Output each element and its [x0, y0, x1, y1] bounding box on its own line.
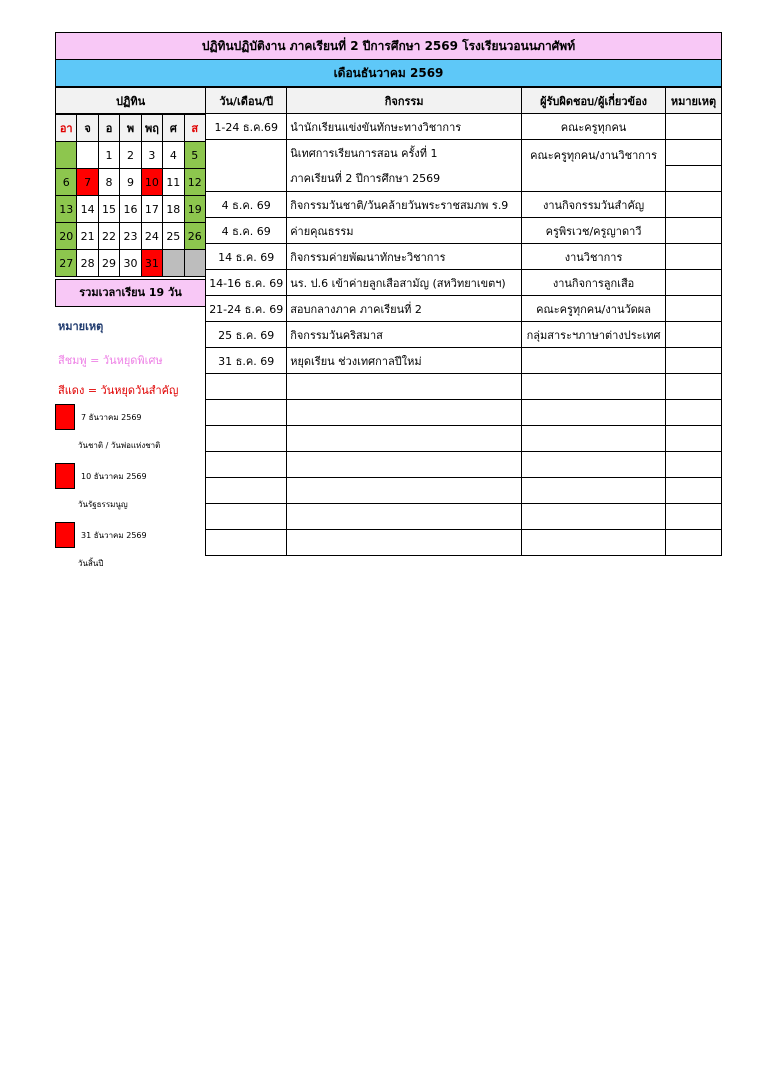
- activity-cell: สอบกลางภาค ภาคเรียนที่ 2: [287, 296, 522, 322]
- day-cell: 2: [120, 142, 141, 169]
- day-cell: 16: [120, 196, 141, 223]
- day-cell: 1: [98, 142, 119, 169]
- day-cell: 8: [98, 169, 119, 196]
- month-title: เดือนธันวาคม 2569: [55, 60, 722, 87]
- day-cell: 4: [163, 142, 184, 169]
- legend-red: สีแดง = วันหยุดวันสำคัญ: [58, 384, 179, 397]
- day-cell: 18: [163, 196, 184, 223]
- note-cell: [666, 218, 722, 244]
- legend-title: หมายเหตุ: [58, 320, 104, 333]
- date-cell: 25 ธ.ค. 69: [206, 322, 287, 348]
- responsible-cell: คณะครูทุกคน: [522, 114, 666, 140]
- date-cell: 4 ธ.ค. 69: [206, 192, 287, 218]
- day-cell: 23: [120, 223, 141, 250]
- activity-cell: ภาคเรียนที่ 2 ปีการศึกษา 2569: [287, 166, 522, 192]
- day-cell-empty: [163, 250, 184, 277]
- day-cell: 29: [98, 250, 119, 277]
- day-cell: [56, 142, 77, 169]
- activity-cell: หยุดเรียน ช่วงเทศกาลปีใหม่: [287, 348, 522, 374]
- note-cell: [666, 270, 722, 296]
- day-cell: 14: [77, 196, 98, 223]
- page-title: ปฏิทินปฏิบัติงาน ภาคเรียนที่ 2 ปีการศึกษา 2569 โรงเรียนวอนนภาศัพท์: [55, 32, 722, 60]
- day-cell: 30: [120, 250, 141, 277]
- day-cell: 6: [56, 169, 77, 196]
- date-cell: 4 ธ.ค. 69: [206, 218, 287, 244]
- day-cell: 11: [163, 169, 184, 196]
- activity-cell: กิจกรรมวันชาติ/วันคล้ายวันพระราชสมภพ ร.9: [287, 192, 522, 218]
- day-cell: 3: [141, 142, 162, 169]
- responsible-cell: งานกิจการลูกเสือ: [522, 270, 666, 296]
- weekday-cell: พฤ: [141, 115, 162, 142]
- legend: [55, 312, 205, 576]
- responsible-cell: กลุ่มสาระฯภาษาต่างประเทศ: [522, 322, 666, 348]
- note-cell: [666, 192, 722, 218]
- date-cell: 31 ธ.ค. 69: [206, 348, 287, 374]
- red-square-icon: [55, 463, 75, 489]
- day-cell-holiday: 7: [77, 169, 98, 196]
- day-cell: 9: [120, 169, 141, 196]
- day-cell-holiday: 31: [141, 250, 162, 277]
- note-cell: [666, 348, 722, 374]
- day-cell: [77, 142, 98, 169]
- holiday-date: 10 ธันวาคม 2569: [81, 472, 147, 481]
- note-cell: [666, 140, 722, 166]
- day-cell-holiday: 10: [141, 169, 162, 196]
- header-responsible: ผู้รับผิดชอบ/ผู้เกี่ยวข้อง: [522, 88, 666, 114]
- red-square-icon: [55, 522, 75, 548]
- day-cell: 12: [184, 169, 205, 196]
- week-row: [56, 196, 206, 223]
- responsible-cell: งานกิจกรรมวันสำคัญ: [522, 192, 666, 218]
- day-cell: 25: [163, 223, 184, 250]
- holiday-item: [55, 463, 205, 517]
- activity-cell: กิจกรรมวันคริสมาส: [287, 322, 522, 348]
- date-cell: 1-24 ธ.ค.69: [206, 114, 287, 140]
- day-cell: 15: [98, 196, 119, 223]
- weekday-cell: ส: [184, 115, 205, 142]
- study-days-summary: รวมเวลาเรียน 19 วัน: [55, 279, 206, 307]
- weekday-cell: จ: [77, 115, 98, 142]
- day-cell: 19: [184, 196, 205, 223]
- day-cell: 13: [56, 196, 77, 223]
- weekday-row: [56, 115, 206, 142]
- weekday-cell: อ: [98, 115, 119, 142]
- week-row: [56, 223, 206, 250]
- activity-cell: นร. ป.6 เข้าค่ายลูกเสือสามัญ (สหวิทยาเขตฯ): [287, 270, 522, 296]
- note-cell: [666, 322, 722, 348]
- holiday-name: วันชาติ / วันพ่อแห่งชาติ: [78, 441, 161, 450]
- note-cell: [666, 166, 722, 192]
- activity-cell: ค่ายคุณธรรม: [287, 218, 522, 244]
- responsible-cell: งานวิชาการ: [522, 244, 666, 270]
- week-row: [56, 169, 206, 196]
- weekday-cell: ศ: [163, 115, 184, 142]
- weekday-cell: พ: [120, 115, 141, 142]
- activity-cell: นำนักเรียนแข่งขันทักษะทางวิชาการ: [287, 114, 522, 140]
- date-cell: [206, 140, 287, 192]
- holiday-date: 7 ธันวาคม 2569: [81, 413, 142, 422]
- day-cell: 17: [141, 196, 162, 223]
- day-cell: 27: [56, 250, 77, 277]
- weekday-cell: อา: [56, 115, 77, 142]
- calendar-sheet: [55, 32, 722, 568]
- responsible-cell: คณะครูทุกคน/งานวิชาการ: [522, 140, 666, 192]
- week-row: [56, 142, 206, 169]
- date-cell: 14 ธ.ค. 69: [206, 244, 287, 270]
- responsible-cell: คณะครูทุกคน/งานวัดผล: [522, 296, 666, 322]
- holiday-name: วันสิ้นปี: [78, 559, 104, 568]
- calendar-grid: [55, 114, 206, 277]
- header-calendar: ปฏิทิน: [56, 88, 206, 114]
- header-activity: กิจกรรม: [287, 88, 522, 114]
- date-cell: 14-16 ธ.ค. 69: [206, 270, 287, 296]
- day-cell-empty: [184, 250, 205, 277]
- date-cell: 21-24 ธ.ค. 69: [206, 296, 287, 322]
- holiday-item: [55, 522, 205, 576]
- day-cell: 20: [56, 223, 77, 250]
- holiday-date: 31 ธันวาคม 2569: [81, 531, 147, 540]
- note-cell: [666, 244, 722, 270]
- activity-cell: กิจกรรมค่ายพัฒนาทักษะวิชาการ: [287, 244, 522, 270]
- holiday-name: วันรัฐธรรมนูญ: [78, 500, 128, 509]
- day-cell: 24: [141, 223, 162, 250]
- responsible-cell: [522, 348, 666, 374]
- responsible-cell: ครูพิรเวช/ครูญาดาวี: [522, 218, 666, 244]
- note-cell: [666, 296, 722, 322]
- header-date: วัน/เดือน/ปี: [206, 88, 287, 114]
- day-cell: 26: [184, 223, 205, 250]
- holiday-item: [55, 404, 205, 458]
- month-calendar: [55, 114, 206, 277]
- day-cell: 22: [98, 223, 119, 250]
- day-cell: 28: [77, 250, 98, 277]
- header-row: [56, 88, 722, 114]
- red-square-icon: [55, 404, 75, 430]
- note-cell: [666, 114, 722, 140]
- day-cell: 21: [77, 223, 98, 250]
- legend-pink: สีชมพู = วันหยุดพิเศษ: [58, 354, 163, 367]
- week-row: [56, 250, 206, 277]
- day-cell: 5: [184, 142, 205, 169]
- header-note: หมายเหตุ: [666, 88, 722, 114]
- activity-cell: นิเทศการเรียนการสอน ครั้งที่ 1: [287, 140, 522, 166]
